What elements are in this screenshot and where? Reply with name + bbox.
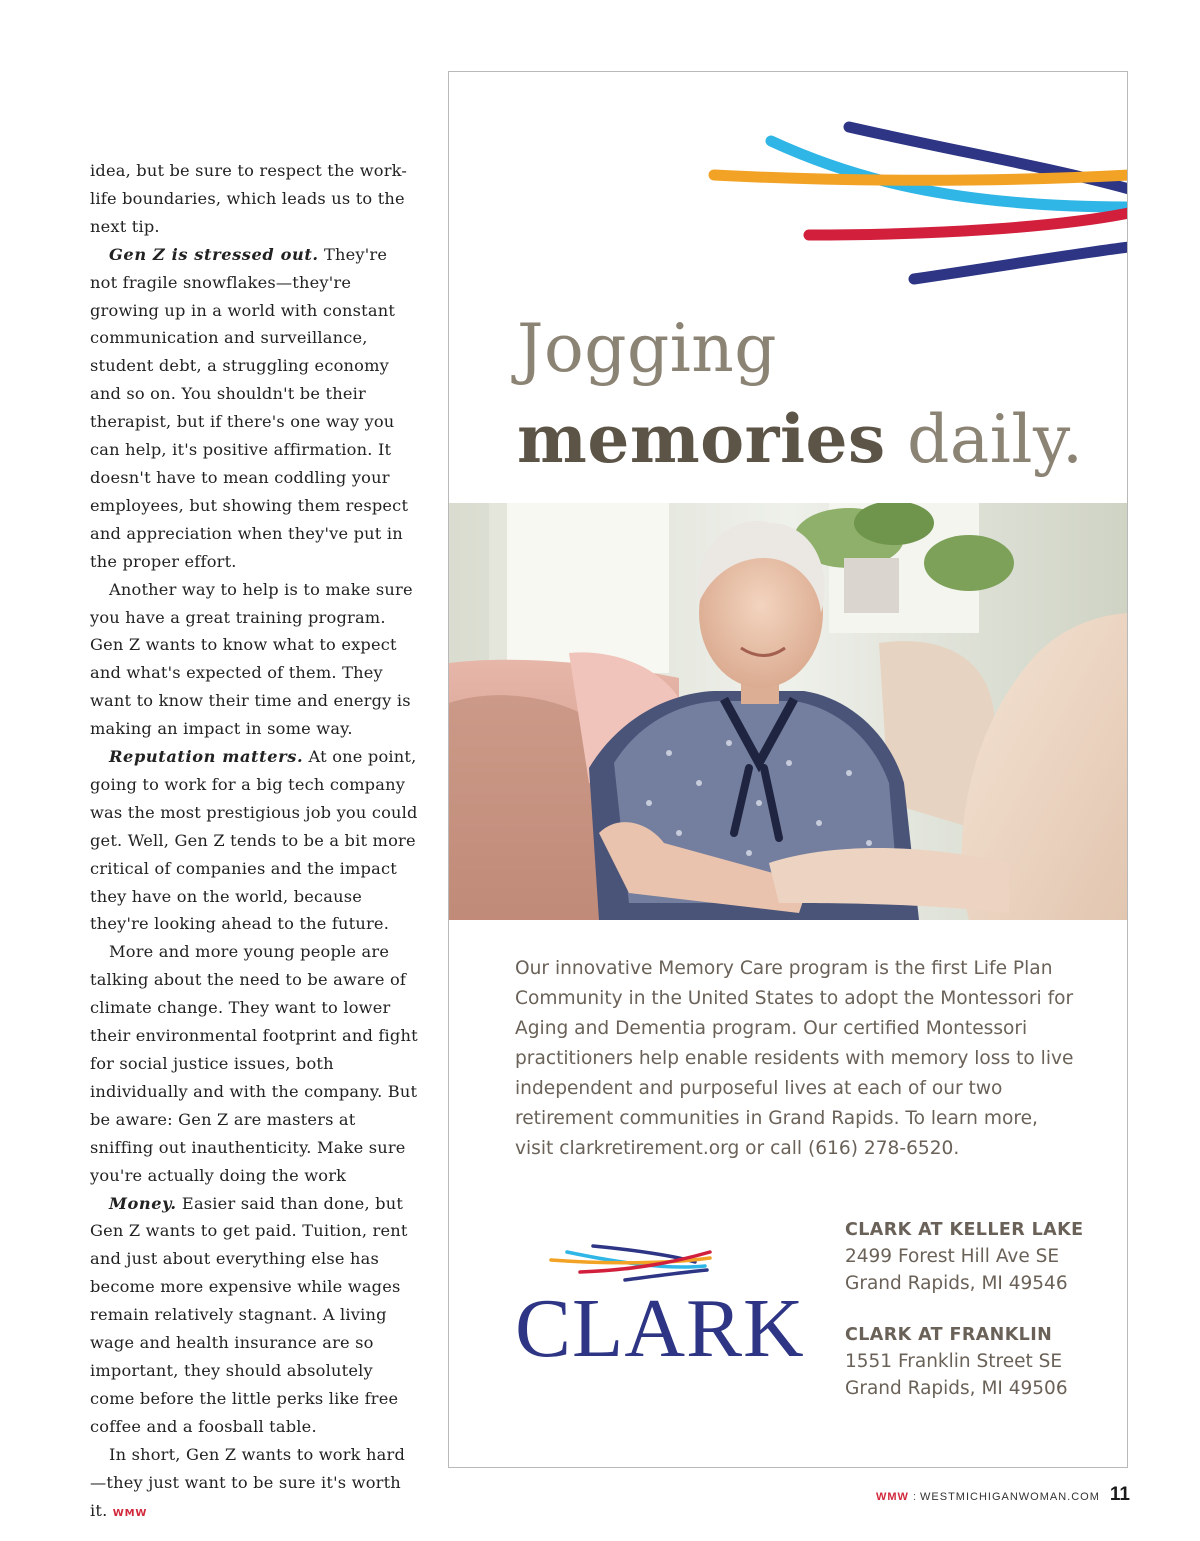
location-franklin <box>845 1323 1105 1402</box>
location-name: CLARK AT FRANKLIN <box>845 1325 1053 1345</box>
paragraph-text: In short, Gen Z wants to work hard—they just want to be sure it's worth it. <box>90 1444 406 1520</box>
article-paragraph: Another way to help is to make sure you have a great training program. Gen Z wants to know what to expect and what's expected of them. They want to know their time and energy is making an impact in some way. <box>90 579 413 739</box>
clark-advertisement <box>448 71 1128 1468</box>
headline-line-1: Jogging <box>517 310 778 387</box>
article-paragraph <box>90 1441 418 1528</box>
headline-emphasis: memories <box>517 400 886 478</box>
location-city: Grand Rapids, MI 49506 <box>845 1378 1068 1399</box>
paragraph-lead: Reputation matters. <box>109 747 304 767</box>
headline-line-2 <box>517 394 1083 485</box>
headline-rest: daily. <box>885 401 1084 478</box>
page-number: 11 <box>1109 1484 1130 1505</box>
brand-swoosh-graphic <box>699 117 1128 317</box>
paragraph-lead: Money. <box>109 1193 177 1213</box>
article-paragraph <box>90 241 418 576</box>
article-column <box>90 157 418 1527</box>
resident-photo <box>449 503 1128 920</box>
article-paragraph: idea, but be sure to respect the work-life boundaries, which leads us to the next tip. <box>90 161 408 236</box>
article-paragraph: More and more young people are talking about the need to be aware of climate change. They want to lower their environmental footprint and fight for social justice issues, both individually and with the company. But be aware: Gen Z are masters at sniffing out inauthenticity. Make sure you're actually doing the work <box>90 942 418 1185</box>
location-city: Grand Rapids, MI 49546 <box>845 1273 1068 1294</box>
logo-wordmark: CLARK <box>515 1282 805 1375</box>
footer-website: WESTMICHIGANWOMAN.COM <box>920 1491 1100 1503</box>
paragraph-text: At one point, going to work for a big tech company was the most prestigious job you could get. Well, Gen Z tends to be a bit more critical of companies and the impact they have on the world, because they're looking ahead to the future. <box>90 747 418 934</box>
end-mark: WMW <box>112 1507 148 1519</box>
paragraph-lead: Gen Z is stressed out. <box>109 244 319 264</box>
article-paragraph <box>90 1190 418 1441</box>
article-paragraph <box>90 743 418 938</box>
ad-headline <box>517 304 1083 485</box>
footer-separator: : <box>912 1491 917 1503</box>
logo-swoosh-icon <box>545 1242 715 1286</box>
location-street: 2499 Forest Hill Ave SE <box>845 1246 1060 1267</box>
footer-brand: WMW <box>876 1491 909 1503</box>
location-name: CLARK AT KELLER LAKE <box>845 1220 1084 1240</box>
paragraph-text: They're not fragile snowflakes—they're growing up in a world with constant communication and surveillance, student debt, a struggling economy and so on. You shouldn't be their therapist, but if there's one way you can help, it's positive affirmation. It doesn't have to mean coddling your employees, but showing them respect and appreciation when they've put in the proper effort. <box>90 244 409 571</box>
paragraph-text: Easier said than done, but Gen Z wants to get paid. Tuition, rent and just about everything else has become more expensive while wages remain relatively stagnant. A living wage and health insurance are so important, they should absolutely come before the little perks like free coffee and a foosball table. <box>90 1193 408 1436</box>
clark-logo <box>515 1242 805 1375</box>
location-keller-lake <box>845 1218 1105 1297</box>
ad-body-copy: Our innovative Memory Care program is the first Life Plan Community in the United States to adopt the Montessori for Aging and Dementia program. Our certified Montessori practitioners help enable residents with memory loss to live independent and purposeful lives at each of our two retirement communities in Grand Rapids. To learn more, visit clarkretirement.org or call (616) 278-6520. <box>515 958 1074 1159</box>
location-street: 1551 Franklin Street SE <box>845 1351 1063 1372</box>
page-footer <box>852 1484 1130 1506</box>
